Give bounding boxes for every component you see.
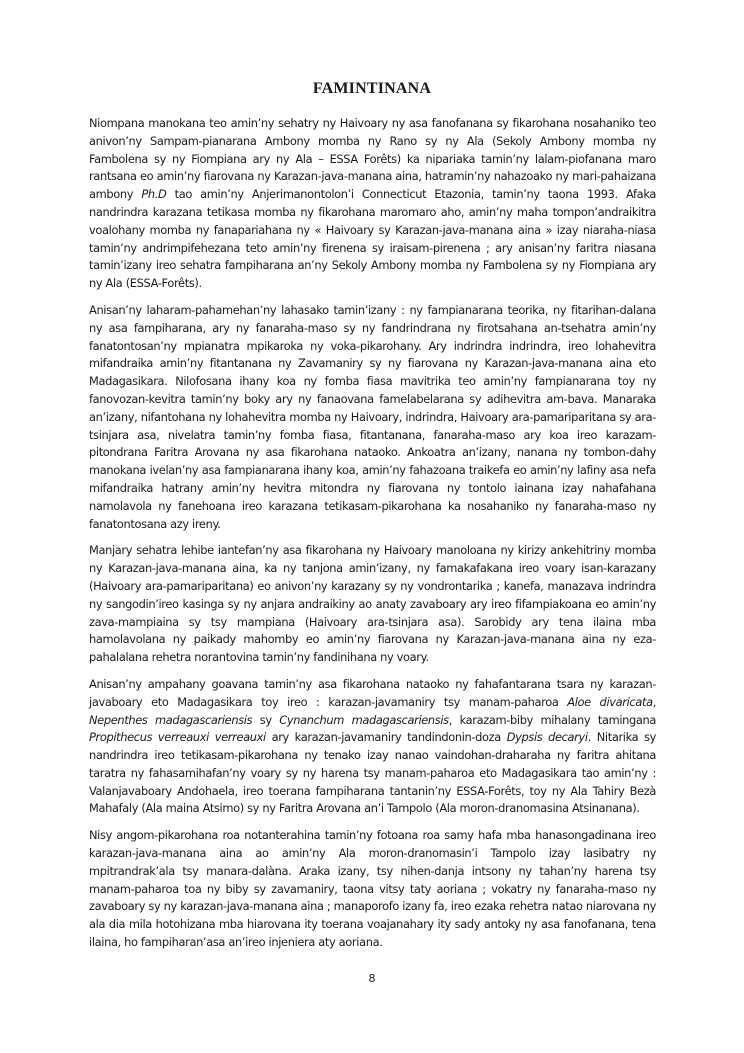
paragraph-text: Manjary sehatra lehibe iantefan’ny asa fikarohana ny Haivoary manoloana ny kirizy ankehitriny momba ny Karazan-java-manana aina, ka ny tanjona amin’izany, ny famakafakana ireo voary isan-karazany (Haivoary ara-pamariparitana) eo anivon’ny karazany sy ny vondrontarika ; kanefa, manazava indrindra ny sangodin’ireo kasinga sy ny anjara andraikiny ao anaty zavaboary ary ireo fifampiakoana eo amin’ny zava-mampiaina sy tsy mampiana (Haivoary ara-tsinjara asa). Sarobidy ary tena ilaina mba hamolavolana ny paikady mahomby eo amin’ny fiarovana ny Karazan-java-manana aina ny eza-pahalalana rehetra norantovina tamin’ny fandinihana ny voary. [89, 543, 656, 665]
italic-text: Cynanchum madagascariensis [279, 712, 449, 727]
paragraph-text: Niompana manokana teo amin’ny sehatry ny Haivoary ny asa fanofanana sy fikarohana nosahaniko teo anivon’ny Sampam-pianarana Ambony momba ny Rano sy ny Ala (Sekoly Ambony momba ny Fambolena sy ny Fiompiana ary ny Ala – ESSA Forêts) ka nipariaka tamin’ny lalam-piofanana maro rantsana eo amin’ny fiarovana ny Karazan-java-manana aina, hatramin’ny nahazoako ny mari-pahaizana ambony [89, 116, 656, 202]
italic-text: Propithecus verreauxi verreauxi [89, 730, 266, 745]
paragraph [89, 115, 656, 293]
italic-text: Aloe divaricata [567, 694, 653, 709]
italic-text: Dypsis decaryi [506, 730, 588, 745]
paragraph-text: . Nitarika sy nandrindra ireo tetikasam-pikarohana ny tenako izay nanao vaindohan-draharaha ny faritra ahitana taratra ny fahasamihafan’ny voary sy ny harena tsy manam-paharoa eto Madagasikara tao amin’ny : Valanjavaboary Andohaela, ireo toerana fampiharana tantanin’ny ESSA-Forêts, toy ny Ala Tahiry Bezà Mahafaly (Ala maina Atsimo) sy ny Faritra Arovana an’i Tampolo (Ala moron-dranomasina Atsinanana). [89, 730, 657, 816]
italic-text: Nepenthes madagascariensis [89, 712, 253, 727]
paragraph-text: Anisan’ny laharam-pahamehan’ny lahasako tamin’izany : ny fampianarana teorika, ny fitarihan-dalana ny asa fampiharana, ary ny fanaraha-maso sy ny fandrindrana ny firotsahana an-tsehatra amin’ny fanatontosan’ny mpianatra mpikaroka ny voka-pikarohany. Ary indrindra indrindra, ireo lohahevitra mifandraika amin’ny fitantanana ny Zavamaniry sy ny fiarovana ny Karazan-java-manana aina eto Madagasikara. Nilofosana ihany koa ny fomba fiasa mavitrika teo amin’ny fampianarana toy ny fanovozan-kevitra tamin’ny boky ary ny fanaovana famelabelarana sy adihevitra am-bava. Manaraka an’izany, nifantohana ny lohahevitra momba ny Haivoary, indrindra, Haivoary ara-pamariparitana sy ara-tsinjara asa, nivelatra tamin’ny fomba fiasa, fitantanana, fanaraha-maso ary koa ireo karazam-pitondrana Faritra Arovana ny asa fikarohana nataoko. Ankoatra an’izany, nanana ny tombon-dahy manokana ivelan’ny asa fampianarana ihany koa, amin’ny fahazoana traikefa eo amin’ny lafiny asa nefa mifandraika hatrany amin’ny hevitra mitondra ny fiarovana ny tontolo iainana izay nahafahana namolavola ny fanehoana ireo karazana tetikasam-pikarohana ka nosahaniko ny fanaraha-maso ny fanatontosana azy ireny. [89, 302, 656, 531]
paragraph [89, 302, 656, 533]
paragraph-text: tao amin’ny Anjerimanontolon’i Connecticut Etazonia, tamin’ny taona 1993. Afaka nandrindra karazana tetikasa momba ny fikarohana maromaro aho, amin’ny maha tompon’andraikitra voalohany momba ny fanapariahana ny « Haivoary sy Karazan-java-manana aina » izay niaraha-niasa tamin’ny andrimpifehezana teto amin’ny firenena sy iraisam-pirenena ; ary anisan’ny faritra niasana tamin’izany ireo sehatra fampiharana an’ny Sekoly Ambony momba ny Fambolena sy ny Fiompiana ary ny Ala (ESSA-Forêts). [89, 187, 656, 291]
paragraph-text: Anisan’ny ampahany goavana tamin’ny asa fikarohana nataoko ny fahafantarana tsara ny karazan-javaboary eto Madagasikara toy ireo : karazan-javamaniry tsy manam-paharoa [89, 676, 656, 709]
page-number: 8 [368, 972, 376, 985]
paragraph-text: sy [252, 712, 280, 727]
paragraph [89, 676, 656, 818]
paragraph-text: ary karazan-javamaniry tandindonin-doza [265, 730, 507, 745]
paragraph-text: Nisy angom-pikarohana roa notanterahina tamin’ny fotoana roa samy hafa mba hanasongadinana ireo karazan-java-manana aina ao amin’ny Ala moron-dranomasin’i Tampolo izay lasibatry ny mpitrandrak’ala tsy manara-dalàna. Araka izany, tsy nihen-danja intsony ny tahan’ny harena tsy manam-paharoa toa ny biby sy zavamaniry, taona vitsy taty aoriana ; vokatry ny fanaraha-maso ny zavaboary sy ny karazan-java-manana aina ; manaporofo izany fa, ireo ezaka rehetra natao niarovana ny ala dia mila hotohizana mba hiarovana ity toerana voajanahary ity sady antoky ny asa fanofanana, tena ilaina, ho fampiharan’asa an’ireo injeniera aty aoriana. [89, 828, 656, 950]
paragraph-text: , karazam-biby mihalany tamingana [448, 712, 657, 727]
body-text [89, 115, 656, 961]
italic-text: Ph.D [141, 187, 167, 202]
paragraph [89, 542, 656, 667]
paragraph [89, 827, 656, 952]
page-title: FAMINTINANA [312, 80, 432, 97]
paragraph-text: , [652, 694, 656, 709]
